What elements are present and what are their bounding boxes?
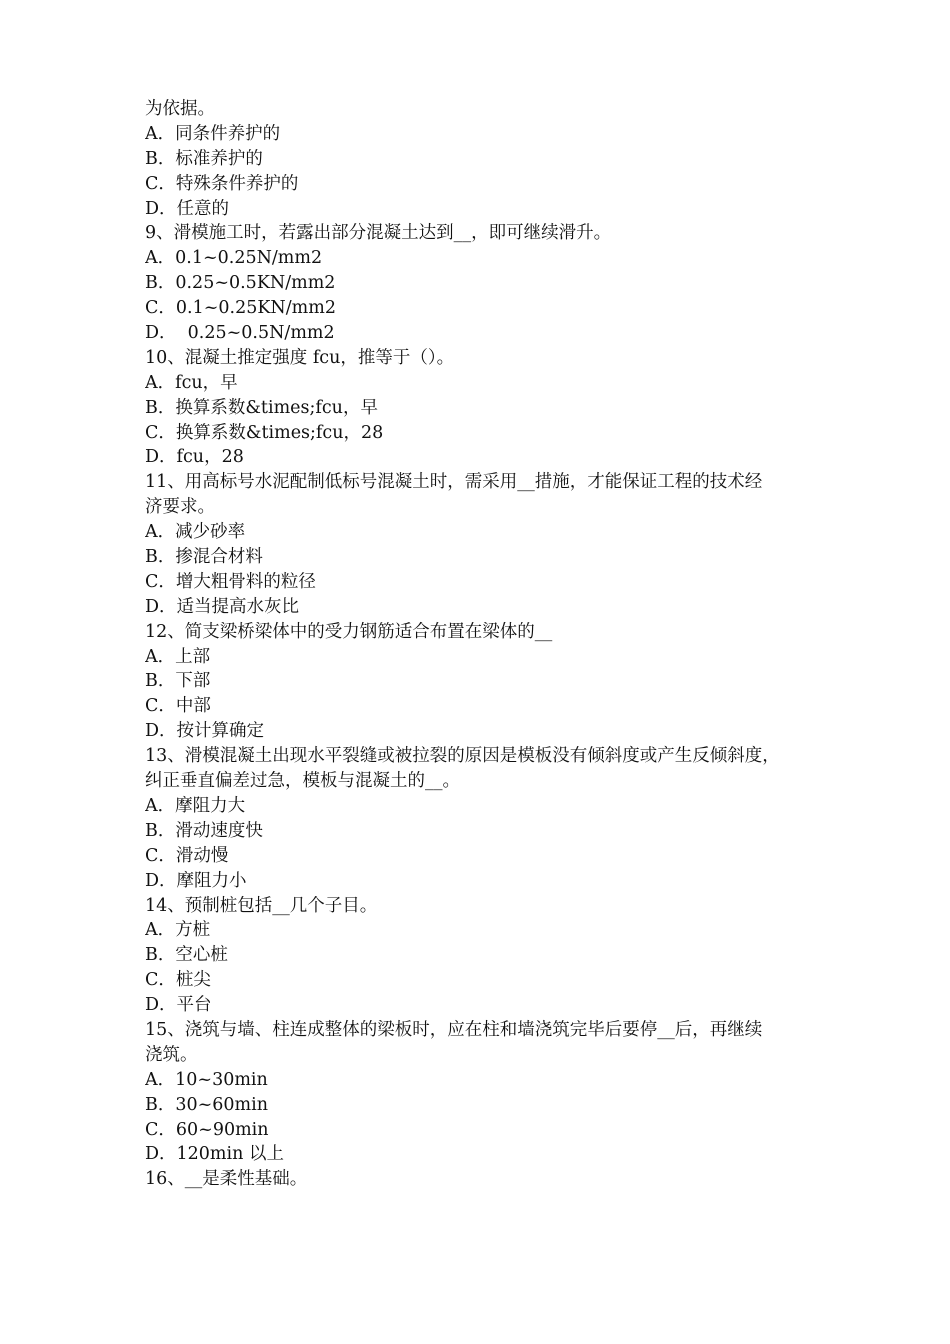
option-line: D．摩阻力小 xyxy=(145,870,247,891)
option-line: B．空心桩 xyxy=(145,945,228,966)
option-line: B．掺混合材料 xyxy=(145,547,263,568)
option-line: B．30~60min xyxy=(145,1094,269,1115)
text-line: 为依据。 xyxy=(145,99,215,119)
option-line: A．方桩 xyxy=(145,920,211,941)
option-line: A．fcu，早 xyxy=(145,372,238,393)
option-line: A．同条件养护的 xyxy=(145,123,281,144)
option-line: B．标准养护的 xyxy=(145,148,263,169)
page-content xyxy=(145,97,825,1192)
option-line: A．0.1~0.25N/mm2 xyxy=(145,248,323,269)
option-line: D．任意的 xyxy=(145,198,230,219)
option-line: D．120min 以上 xyxy=(145,1144,284,1165)
question-line: 10、混凝土推定强度 fcu，推等于（）。 xyxy=(145,347,455,368)
option-line: D．按计算确定 xyxy=(145,721,265,742)
option-line: D．适当提高水灰比 xyxy=(145,596,300,617)
question-line: 16、__是柔性基础。 xyxy=(145,1169,308,1190)
option-line: D．平台 xyxy=(145,995,212,1016)
option-line: A．摩阻力大 xyxy=(145,795,246,816)
option-line: C．0.1~0.25KN/mm2 xyxy=(145,298,336,319)
option-line: C．特殊条件养护的 xyxy=(145,173,299,194)
question-line: 11、用高标号水泥配制低标号混凝土时，需采用__措施，才能保证工程的技术经 xyxy=(145,472,763,493)
question-line: 9、滑模施工时，若露出部分混凝土达到__，即可继续滑升。 xyxy=(145,223,612,244)
option-line: B．滑动速度快 xyxy=(145,820,263,841)
question-line-continued: 济要求。 xyxy=(145,497,215,518)
question-line-continued: 浇筑。 xyxy=(145,1044,198,1065)
option-line: A．上部 xyxy=(145,646,211,667)
question-line-continued: 纠正垂直偏差过急，模板与混凝土的__。 xyxy=(145,771,460,792)
option-line: C．中部 xyxy=(145,696,211,717)
option-line: B．下部 xyxy=(145,671,211,692)
option-line: A．10~30min xyxy=(145,1069,268,1090)
option-line: C．60~90min xyxy=(145,1119,269,1140)
option-line: C．增大粗骨料的粒径 xyxy=(145,571,316,592)
option-line: B．0.25~0.5KN/mm2 xyxy=(145,273,336,294)
question-line: 14、预制桩包括__几个子目。 xyxy=(145,895,378,916)
option-line: A．减少砂率 xyxy=(145,522,246,543)
option-line: C．换算系数&times;fcu，28 xyxy=(145,422,384,443)
option-line: C．桩尖 xyxy=(145,970,211,991)
question-line: 12、简支梁桥梁体中的受力钢筋适合布置在梁体的__ xyxy=(145,621,553,642)
question-line: 13、滑模混凝土出现水平裂缝或被拉裂的原因是模板没有倾斜度或产生反倾斜度， xyxy=(145,746,780,767)
option-line: B．换算系数&times;fcu，早 xyxy=(145,397,378,418)
question-line: 15、浇筑与墙、柱连成整体的梁板时，应在柱和墙浇筑完毕后要停__后，再继续 xyxy=(145,1019,763,1040)
option-line: D． 0.25~0.5N/mm2 xyxy=(145,323,335,344)
option-line: C．滑动慢 xyxy=(145,845,229,866)
option-line: D．fcu，28 xyxy=(145,447,244,468)
